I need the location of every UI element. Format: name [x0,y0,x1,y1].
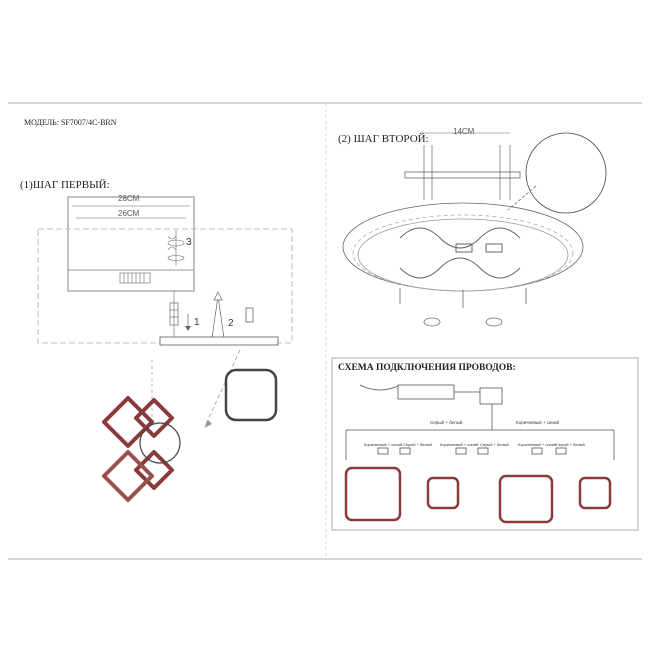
callout-1: 1 [194,317,200,328]
wiring-diagram [332,358,638,530]
led-modules [346,468,610,522]
dim-outer-label: 28CM [118,194,140,203]
screw-bracket-icon [168,230,184,266]
ceiling-plate [160,337,278,345]
step-one-title: (1)ШАГ ПЕРВЫЙ: [20,179,110,191]
label-brown-blue-2: Коричневый + синий [440,442,479,447]
callout-3: 3 [186,237,192,248]
dim-top-label: 14CM [453,127,475,136]
legs [400,288,526,308]
wire-loops [400,228,520,278]
label-gray-white-top: Серый + белый [430,420,463,425]
model-label: МОДЕЛЬ: SF7007/4C-BRN [24,118,117,127]
label-gray-white-2: Серый + белый [480,442,509,447]
mounting-bar [405,172,520,178]
step-one-drawing [38,197,292,428]
bulb-icons [424,318,502,326]
connector-row [378,448,566,454]
screw-icon [246,308,253,322]
mounting-plate [68,197,194,291]
wiring-title: СХЕМА ПОДКЛЮЧЕНИЯ ПРОВОДОВ: [338,363,516,373]
label-gray-white-1: Серый + белый [403,442,432,447]
lamp-icon [104,398,172,500]
step-two-drawing [343,133,606,326]
terminal-block [120,273,150,283]
ceiling-outline [38,229,292,343]
callout-2: 2 [228,318,234,329]
label-gray-white-3: Серый + белый [556,442,585,447]
label-brown-blue-1: Коричневый + синий [364,442,403,447]
step-two-title: (2) ШАГ ВТОРОЙ: [338,133,429,145]
dim-inner-label: 26CM [118,209,140,218]
led-module-1 [346,468,400,520]
cover-detail [226,370,276,420]
bracket-screws [424,145,510,200]
connector-icon [480,388,502,404]
arrow-2-up [212,296,224,338]
led-module-2 [428,478,458,508]
label-brown-blue-top: Коричневый + синий [516,420,560,425]
driver-box [398,385,454,399]
connection-detail [526,133,606,213]
led-module-3 [500,476,552,522]
led-module-4 [580,478,610,508]
wiring-frame [332,358,638,530]
label-brown-blue-3: Коричневый + синий [518,442,557,447]
